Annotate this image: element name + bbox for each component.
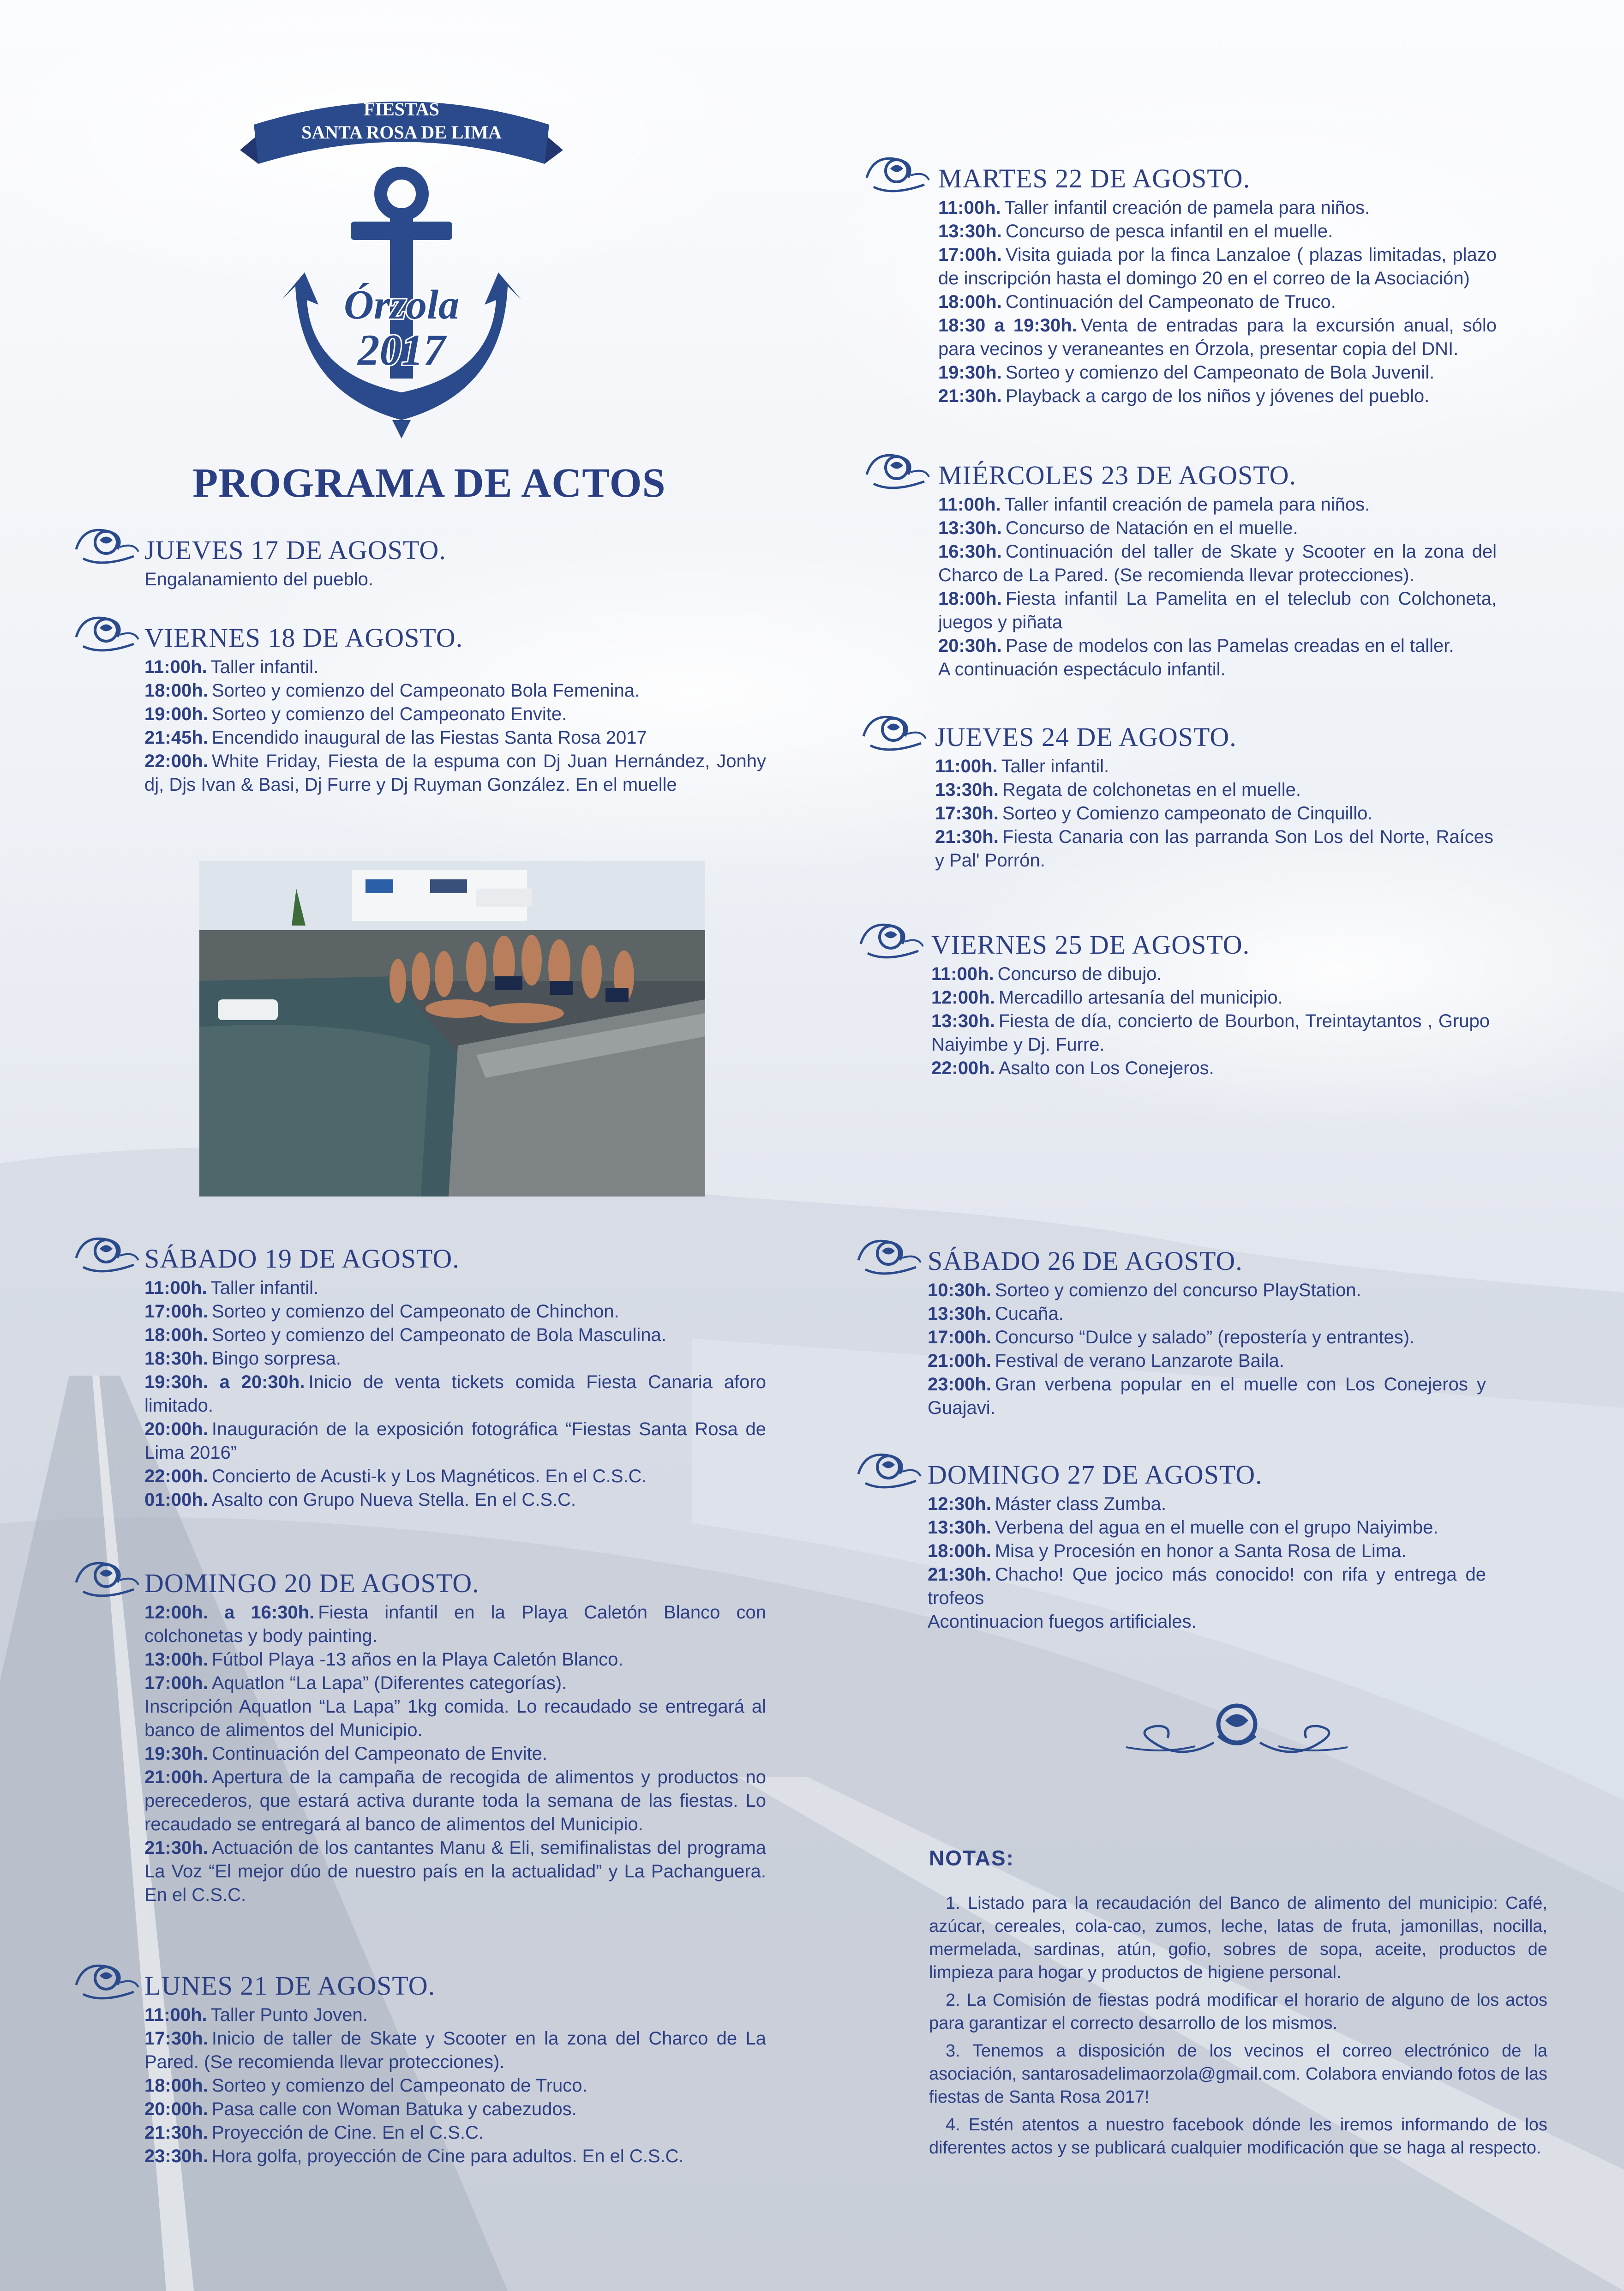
event-item: [928, 1302, 1486, 1326]
rose-ornament-icon: [74, 1957, 142, 2003]
event-time: 20:00h.: [144, 2099, 208, 2119]
event-time: 13:30h.: [938, 518, 1002, 538]
event-description: Taller infantil creación de pamela para niños.: [1004, 494, 1370, 515]
event-time: 18:00h.: [144, 1325, 208, 1345]
event-time: 21:00h.: [144, 1767, 208, 1787]
event-time: 13:30h.: [928, 1304, 991, 1324]
event-item: [935, 778, 1493, 802]
day-fri-18: [74, 609, 766, 797]
day-title: DOMINGO 20 DE AGOSTO.: [144, 1568, 479, 1598]
day-title: LUNES 21 DE AGOSTO.: [144, 1971, 436, 2001]
event-item: [931, 962, 1490, 986]
event-time: 13:30h.: [935, 780, 999, 800]
event-time: 13:30h.: [931, 1011, 995, 1031]
event-item: [928, 1326, 1486, 1349]
event-description: Engalanamiento del pueblo.: [144, 569, 373, 589]
event-item: [938, 220, 1497, 243]
event-description: Sorteo y comienzo del Campeonato Bola Femenina.: [211, 680, 640, 701]
rose-ornament-icon: [74, 1555, 142, 1601]
event-time: 18:00h.: [144, 680, 208, 701]
event-time: 13:30h.: [938, 221, 1002, 241]
event-time: 12:30h.: [928, 1494, 991, 1514]
event-item: [144, 1695, 766, 1742]
event-list: [931, 962, 1490, 1080]
note-item: 1. Listado para la recaudación del Banco de alimento del municipio: Café, azúcar, cereales, cola-cao, zumos, leche, latas de fruta, jamonillas, nocilla, mermelada, sardinas, atún, gofio, sobres de sopa, aceite, productos de limpieza para hogar y productos de higiene personal.: [929, 1894, 1547, 1982]
event-description: Continuación del Campeonato de Truco.: [1005, 292, 1336, 312]
logo-place: Órzola: [343, 282, 460, 328]
event-time: 18:00h.: [938, 589, 1002, 609]
event-description: Bingo sorpresa.: [211, 1348, 342, 1369]
event-description: Proyección de Cine. En el C.S.C.: [211, 2123, 484, 2143]
event-time: 17:00h.: [928, 1327, 991, 1347]
event-item: [144, 1276, 766, 1300]
rose-ornament-icon: [861, 709, 929, 755]
event-description: Pasa calle con Woman Batuka y cabezudos.: [211, 2099, 577, 2119]
banner-line1: FIESTAS: [364, 99, 439, 120]
event-item: [144, 1300, 766, 1323]
rose-ornament-icon: [74, 609, 142, 655]
event-list: [144, 568, 766, 591]
event-time: 19:30h.: [938, 362, 1002, 383]
event-item: [144, 750, 766, 797]
event-description: Visita guiada por la finca Lanzaloe ( plazas limitadas, plazo de inscripción hasta el domingo 20 en el correo de la Asociación): [938, 245, 1497, 289]
event-time: 20:00h.: [144, 1419, 208, 1439]
event-description: Regata de colchonetas en el muelle.: [1002, 780, 1301, 800]
event-time: 11:00h.: [144, 657, 207, 677]
event-item: [144, 1465, 766, 1488]
logo-year: 2017: [358, 325, 445, 374]
event-item: [938, 634, 1497, 658]
event-item: [928, 1610, 1486, 1634]
notes-title: NOTAS:: [929, 1846, 1014, 1870]
event-item: [144, 2074, 766, 2098]
event-time: 22:00h.: [931, 1058, 995, 1078]
event-description: Continuación del Campeonato de Envite.: [211, 1744, 548, 1764]
event-list: [928, 1492, 1486, 1634]
event-time: 12:00h.: [931, 987, 995, 1008]
event-description: Inicio de venta tickets comida Fiesta Canaria aforo limitado.: [144, 1372, 766, 1416]
event-list: [938, 196, 1497, 408]
day-title: JUEVES 24 DE AGOSTO.: [935, 722, 1237, 752]
event-time: 17:30h.: [144, 2028, 208, 2049]
event-item: [144, 2098, 766, 2121]
event-item: [938, 290, 1497, 314]
rose-ornament-icon: [856, 1233, 924, 1279]
event-description: Asalto con Los Conejeros.: [998, 1058, 1214, 1078]
event-description: Taller infantil creación de pamela para niños.: [1004, 198, 1370, 218]
event-description: Cucaña.: [995, 1304, 1064, 1324]
event-item: [938, 587, 1497, 634]
event-item: [938, 540, 1497, 587]
event-item: [938, 361, 1497, 385]
event-description: Taller infantil.: [210, 657, 319, 677]
event-description: Fiesta Canaria con las parranda Son Los del Norte, Raíces y Pal' Porrón.: [935, 827, 1493, 871]
event-item: [144, 568, 766, 591]
event-item: [931, 1057, 1490, 1080]
event-item: [928, 1349, 1486, 1373]
event-description: Aquatlon “La Lapa” (Diferentes categorías).: [211, 1673, 567, 1693]
event-item: [144, 1488, 766, 1512]
event-item: [928, 1539, 1486, 1563]
event-description: Inicio de taller de Skate y Scooter en la zona del Charco de La Pared. (Se recomienda llevar protecciones).: [144, 2028, 766, 2072]
event-time: 17:00h.: [144, 1301, 208, 1322]
event-list: [938, 493, 1497, 681]
event-list: [928, 1279, 1486, 1420]
day-fri-25: [858, 916, 1551, 1080]
event-item: [144, 1766, 766, 1836]
event-list: [144, 655, 766, 797]
event-description: Continuación del taller de Skate y Scooter en la zona del Charco de La Pared. (Se recomienda llevar protecciones).: [938, 541, 1497, 585]
event-list: [144, 1276, 766, 1512]
day-title: MIÉRCOLES 23 DE AGOSTO.: [938, 460, 1296, 490]
event-time: 11:00h.: [938, 494, 1001, 515]
event-item: [928, 1492, 1486, 1516]
event-time: 19:30h. a 20:30h.: [144, 1372, 305, 1392]
event-description: A continuación espectáculo infantil.: [938, 659, 1226, 679]
event-description: Concierto de Acusti-k y Los Magnéticos. En el C.S.C.: [211, 1466, 647, 1486]
event-item: [928, 1516, 1486, 1539]
event-item: [144, 1323, 766, 1347]
event-time: 18:00h.: [928, 1541, 991, 1561]
event-time: 13:00h.: [144, 1649, 208, 1670]
event-item: [144, 655, 766, 679]
event-item: [931, 1010, 1490, 1057]
event-time: 22:00h.: [144, 1466, 208, 1486]
note-item: 3. Tenemos a disposición de los vecinos el correo electrónico de la asociación, santarosadelimaorzola@gmail.com. Colabora enviando fotos de las fiestas de Santa Rosa 2017!: [929, 2041, 1547, 2107]
event-time: 01:00h.: [144, 1490, 208, 1510]
event-time: 19:00h.: [144, 704, 208, 724]
event-description: Fiesta de día, concierto de Bourbon, Treintaytantos , Grupo Naiyimbe y Dj. Furre.: [931, 1011, 1490, 1055]
event-description: Chacho! Que jocico más conocido! con rifa y entrega de trofeos: [928, 1564, 1486, 1608]
event-description: Sorteo y comienzo del Campeonato de Chinchon.: [211, 1301, 619, 1322]
day-sat-26: [856, 1233, 1548, 1420]
event-description: Fiesta infantil en la Playa Caletón Blanco con colchonetas y body painting.: [144, 1602, 766, 1646]
event-description: Sorteo y comienzo del Campeonato de Bola Masculina.: [211, 1325, 666, 1345]
day-mon-21: [74, 1957, 766, 2168]
event-time: 22:00h.: [144, 751, 208, 771]
event-item: [928, 1563, 1486, 1610]
event-time: 21:30h.: [144, 1838, 208, 1858]
event-item: [144, 1371, 766, 1418]
event-list: [144, 2003, 766, 2168]
event-description: Inauguración de la exposición fotográfica “Fiestas Santa Rosa de Lima 2016”: [144, 1419, 766, 1463]
note-item: 4. Estén atentos a nuestro facebook dónde les iremos informando de los diferentes actos y se publicará cualquier modificación que se haga al respecto.: [929, 2115, 1547, 2158]
event-item: [928, 1373, 1486, 1420]
notes-list: [929, 1892, 1547, 2164]
event-time: 21:00h.: [928, 1351, 991, 1371]
event-item: [938, 385, 1497, 408]
event-description: Inscripción Aquatlon “La Lapa” 1kg comida. Lo recaudado se entregará al banco de alimentos del Municipio.: [144, 1696, 766, 1740]
day-sat-19: [74, 1230, 766, 1512]
rose-ornament-icon: [74, 1230, 142, 1276]
event-item: [931, 986, 1490, 1010]
event-description: Sorteo y comienzo del Campeonato de Truco.: [211, 2075, 587, 2096]
event-time: 17:00h.: [938, 245, 1002, 265]
event-description: Taller Punto Joven.: [210, 2005, 368, 2025]
event-description: Hora golfa, proyección de Cine para adultos. En el C.S.C.: [211, 2146, 684, 2166]
event-time: 17:30h.: [935, 803, 999, 824]
event-time: 23:00h.: [928, 1374, 991, 1395]
event-description: Fútbol Playa -13 años en la Playa Caletón Blanco.: [211, 1649, 623, 1670]
event-description: Actuación de los cantantes Manu & Eli, semifinalistas del programa La Voz “El mejor dúo de nuestro país en la actualidad” y La Pachanguera. En el C.S.C.: [144, 1838, 766, 1905]
rose-flourish-icon: [1126, 1692, 1348, 1766]
event-item: [938, 658, 1497, 681]
event-description: Taller infantil.: [1001, 756, 1109, 776]
event-description: Encendido inaugural de las Fiestas Santa Rosa 2017: [211, 728, 647, 748]
photo-jumping-pier: [199, 861, 705, 1197]
event-time: 20:30h.: [938, 636, 1002, 656]
event-description: Acontinuacion fuegos artificiales.: [928, 1612, 1197, 1632]
program-title: PROGRAMA DE ACTOS: [192, 460, 666, 506]
event-item: [935, 825, 1493, 872]
event-description: Sorteo y Comienzo campeonato de Cinquillo.: [1002, 803, 1373, 824]
event-time: 16:30h.: [938, 541, 1002, 562]
event-time: 13:30h.: [928, 1517, 991, 1538]
event-item: [144, 1418, 766, 1465]
event-item: [938, 196, 1497, 220]
event-description: Sorteo y comienzo del Campeonato Envite.: [211, 704, 567, 724]
event-description: Concurso “Dulce y salado” (repostería y entrantes).: [995, 1327, 1415, 1347]
event-description: Gran verbena popular en el muelle con Los Conejeros y Guajavi.: [928, 1374, 1486, 1418]
day-title: DOMINGO 27 DE AGOSTO.: [928, 1460, 1263, 1490]
event-item: [144, 726, 766, 750]
anchor-logo: [226, 69, 577, 457]
rose-ornament-icon: [856, 1446, 924, 1492]
day-thu-17: [74, 522, 766, 591]
event-description: Mercadillo artesanía del municipio.: [998, 987, 1283, 1008]
event-list: [144, 1601, 766, 1907]
event-description: Concurso de dibujo.: [997, 964, 1162, 984]
day-sun-20: [74, 1555, 766, 1907]
event-time: 12:00h. a 16:30h.: [144, 1602, 315, 1623]
event-description: Verbena del agua en el muelle con el grupo Naiyimbe.: [995, 1517, 1438, 1538]
event-list: [935, 755, 1493, 872]
event-item: [144, 1742, 766, 1766]
event-description: Sorteo y comienzo del Campeonato de Bola Juvenil.: [1005, 362, 1435, 383]
event-description: White Friday, Fiesta de la espuma con Dj Juan Hernández, Jonhy dj, Djs Ivan & Basi, Dj Furre y Dj Ruyman González. En el muelle: [144, 751, 766, 795]
event-item: [938, 314, 1497, 361]
event-time: 11:00h.: [144, 1278, 207, 1298]
event-item: [938, 493, 1497, 517]
event-description: Concurso de Natación en el muelle.: [1005, 518, 1298, 538]
event-time: 11:00h.: [144, 2005, 207, 2025]
day-title: MARTES 22 DE AGOSTO.: [938, 163, 1251, 193]
event-item: [144, 1648, 766, 1672]
event-time: 21:45h.: [144, 728, 208, 748]
rose-ornament-icon: [864, 447, 933, 493]
event-time: 18:00h.: [144, 2075, 208, 2096]
event-time: 21:30h.: [935, 827, 999, 847]
event-item: [144, 703, 766, 726]
event-description: Apertura de la campaña de recogida de alimentos y productos no perecederos, que estará activa durante toda la semana de las fiestas. Lo recaudado se entregará al banco de alimentos del Municipio.: [144, 1767, 766, 1834]
event-time: 21:30h.: [144, 2123, 208, 2143]
event-item: [144, 2145, 766, 2168]
event-time: 10:30h.: [928, 1280, 991, 1300]
banner-line2: SANTA ROSA DE LIMA: [301, 122, 502, 143]
day-sun-27: [856, 1446, 1548, 1634]
event-description: Venta de entradas para la excursión anual, sólo para vecinos y veraneantes en Órzola, presentar copia del DNI.: [938, 315, 1497, 359]
note-item: 2. La Comisión de fiestas podrá modificar el horario de alguno de los actos para garantizar el correcto desarrollo de los mismos.: [929, 1990, 1547, 2033]
event-description: Festival de verano Lanzarote Baila.: [995, 1351, 1284, 1371]
event-time: 11:00h.: [935, 756, 998, 776]
day-title: SÁBADO 26 DE AGOSTO.: [928, 1246, 1243, 1276]
event-description: Taller infantil.: [210, 1278, 319, 1298]
event-item: [144, 1601, 766, 1648]
event-item: [938, 517, 1497, 540]
event-time: 18:00h.: [938, 292, 1002, 312]
event-description: Concurso de pesca infantil en el muelle.: [1005, 221, 1333, 241]
event-description: Máster class Zumba.: [995, 1494, 1167, 1514]
event-time: 23:30h.: [144, 2146, 208, 2166]
event-time: 18:30 a 19:30h.: [938, 315, 1077, 336]
event-time: 19:30h.: [144, 1744, 208, 1764]
event-time: 11:00h.: [938, 198, 1001, 218]
rose-ornament-icon: [858, 916, 927, 962]
event-item: [928, 1279, 1486, 1302]
day-tue-22: [864, 150, 1557, 408]
event-time: 11:00h.: [931, 964, 994, 984]
day-thu-24: [861, 709, 1553, 872]
day-title: VIERNES 18 DE AGOSTO.: [144, 623, 463, 653]
day-wed-23: [864, 447, 1557, 681]
event-description: Playback a cargo de los niños y jóvenes del pueblo.: [1005, 386, 1430, 406]
event-item: [938, 243, 1497, 290]
day-title: VIERNES 25 DE AGOSTO.: [931, 930, 1250, 960]
event-item: [935, 802, 1493, 825]
event-description: Fiesta infantil La Pamelita en el teleclub con Colchoneta, juegos y piñata: [938, 589, 1497, 632]
event-time: 21:30h.: [938, 386, 1002, 406]
rose-ornament-icon: [74, 522, 142, 568]
day-title: SÁBADO 19 DE AGOSTO.: [144, 1244, 460, 1274]
event-item: [144, 679, 766, 703]
event-item: [144, 1672, 766, 1695]
event-time: 21:30h.: [928, 1564, 991, 1585]
event-item: [144, 1836, 766, 1907]
event-description: Sorteo y comienzo del concurso PlayStation.: [995, 1280, 1361, 1300]
event-description: Misa y Procesión en honor a Santa Rosa de Lima.: [995, 1541, 1407, 1561]
event-item: [144, 2027, 766, 2074]
event-item: [144, 2003, 766, 2027]
event-description: Asalto con Grupo Nueva Stella. En el C.S.C.: [211, 1490, 576, 1510]
event-time: 17:00h.: [144, 1673, 208, 1693]
rose-ornament-icon: [864, 150, 933, 196]
event-description: Pase de modelos con las Pamelas creadas en el taller.: [1005, 636, 1454, 656]
event-time: 18:30h.: [144, 1348, 208, 1369]
event-item: [935, 755, 1493, 778]
day-title: JUEVES 17 DE AGOSTO.: [144, 535, 446, 565]
event-item: [144, 1347, 766, 1371]
event-item: [144, 2121, 766, 2145]
